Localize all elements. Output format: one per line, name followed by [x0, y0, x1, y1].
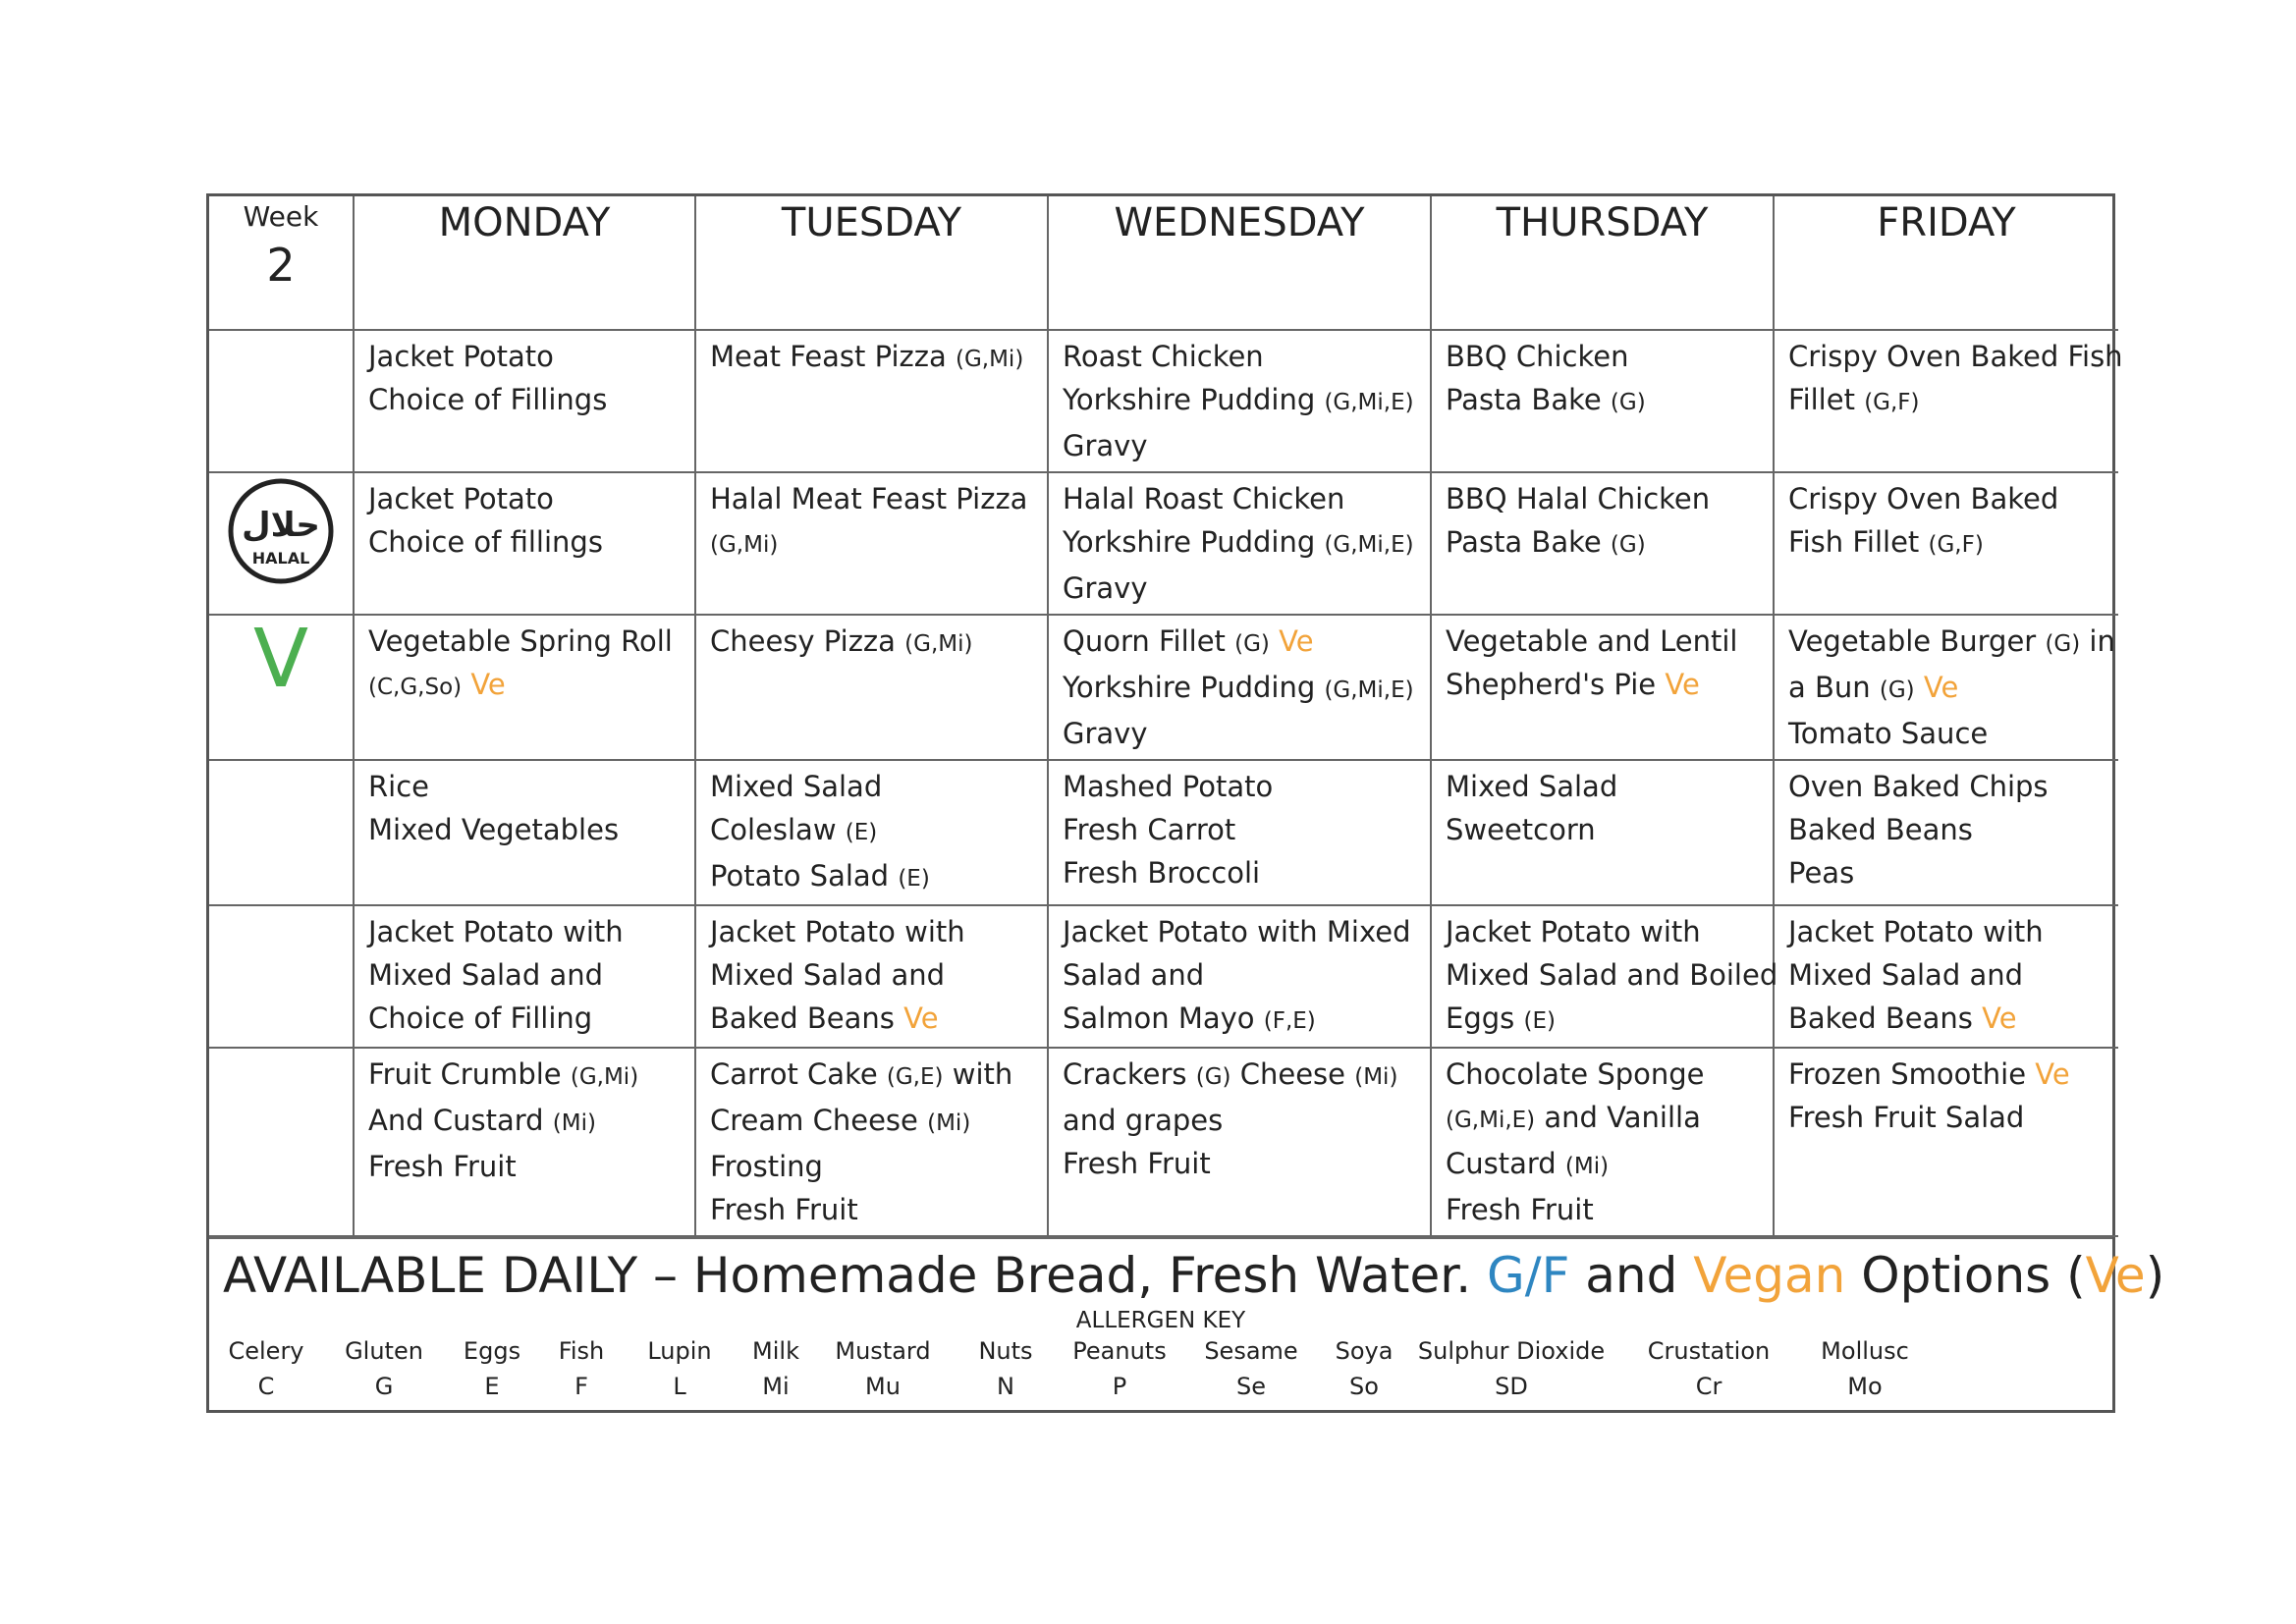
menu-cell-monday	[354, 330, 695, 472]
menu-cell-monday	[354, 760, 695, 905]
vegan-tag: Ve	[2035, 1057, 2070, 1091]
allergen-name: Mustard	[835, 1337, 931, 1365]
menu-cell-wednesday	[1048, 330, 1431, 472]
dish-line: and grapes	[1063, 1104, 1224, 1137]
menu-row	[209, 615, 2118, 760]
allergen-codes: (G,Mi)	[710, 532, 779, 558]
allergen-codes: (G)	[1610, 532, 1646, 558]
dish-line: Fresh Fruit	[1063, 1147, 1211, 1180]
allergen-codes: (G,Mi,E)	[1324, 677, 1414, 703]
allergen-name: Gluten	[345, 1337, 423, 1365]
dish-line: Tomato Sauce	[1788, 717, 1989, 750]
dish-line: Vegetable and Lentil	[1446, 624, 1738, 658]
menu-cell-thursday	[1431, 615, 1774, 760]
allergen-key-title: ALLERGEN KEY	[1075, 1308, 1246, 1333]
allergen-name: Peanuts	[1072, 1337, 1167, 1365]
allergen-code: So	[1349, 1373, 1379, 1400]
allergen-name: Eggs	[463, 1337, 521, 1365]
menu-body	[209, 330, 2123, 1236]
dish-line	[710, 520, 1033, 567]
allergen-name: Fish	[558, 1337, 605, 1365]
dish-line: Jacket Potato	[368, 482, 554, 515]
allergen-key-item	[647, 1333, 711, 1404]
day-thursday: THURSDAY	[1431, 196, 1774, 330]
dish-line: Crispy Oven Baked Fish	[1788, 340, 2123, 373]
dish-line: Halal Meat Feast Pizza	[710, 482, 1028, 515]
dish-line: BBQ Chicken	[1446, 340, 1629, 373]
dish-line: Fillet (G,F)	[1788, 383, 1920, 416]
available-daily	[223, 1245, 2165, 1306]
allergen-code: F	[574, 1373, 588, 1400]
svg-text:حلال: حلال	[242, 506, 320, 545]
menu-cell-wednesday	[1048, 905, 1431, 1048]
dish-line: Cream Cheese (Mi)	[710, 1104, 971, 1137]
dish-line: Roast Chicken	[1063, 340, 1264, 373]
allergen-code: Mi	[762, 1373, 790, 1400]
allergen-codes: (G)	[1234, 631, 1270, 657]
allergen-name: Celery	[228, 1337, 304, 1365]
dish-line: Jacket Potato with Mixed	[1063, 915, 1411, 948]
vegan-tag: Ve	[1279, 624, 1314, 658]
dish-line: Oven Baked Chips	[1788, 770, 2049, 803]
dish-line: Fresh Fruit	[1446, 1193, 1594, 1226]
dish-line: And Custard (Mi)	[368, 1104, 596, 1137]
allergen-codes: (G,F)	[1928, 532, 1984, 558]
dish-line: Jacket Potato with	[1446, 915, 1701, 948]
menu-table	[209, 196, 2123, 1237]
dish-line: Choice of Filling	[368, 1001, 593, 1035]
day-friday: FRIDAY	[1774, 196, 2118, 330]
day-monday: MONDAY	[354, 196, 695, 330]
menu-cell-friday	[1774, 330, 2123, 472]
dish-line: Frozen Smoothie Ve	[1788, 1057, 2070, 1091]
row-marker	[209, 1048, 354, 1236]
allergen-name: Crustation	[1647, 1337, 1771, 1365]
allergen-code: L	[673, 1373, 686, 1400]
dish-line: a Bun (G) Ve	[1788, 671, 1959, 704]
allergen-name: Mollusc	[1821, 1337, 1909, 1365]
allergen-codes: (Mi)	[1564, 1154, 1610, 1179]
row-marker	[209, 760, 354, 905]
day-header-row	[209, 196, 2118, 330]
allergen-codes: (E)	[898, 866, 930, 892]
dish-line: Mixed Salad and Boiled	[1446, 958, 1778, 992]
dish-line: Mixed Salad and	[368, 958, 604, 992]
allergen-codes: (G,F)	[1864, 390, 1920, 415]
daily-options: Options (	[1845, 1247, 2086, 1304]
dish-line: (G,Mi,E) and Vanilla	[1446, 1101, 1701, 1134]
week-indicator	[209, 196, 354, 330]
dish-line: Jacket Potato	[368, 340, 554, 373]
menu-cell-monday	[354, 905, 695, 1048]
menu-cell-tuesday	[695, 760, 1048, 905]
menu-cell-wednesday	[1048, 1048, 1431, 1236]
menu-cell-wednesday	[1048, 472, 1431, 615]
allergen-key-item	[1821, 1333, 1909, 1404]
dish-line: Frosting	[710, 1150, 823, 1183]
allergen-codes: (C,G,So)	[368, 675, 463, 700]
allergen-code: N	[997, 1373, 1014, 1400]
allergen-key-item	[1418, 1333, 1605, 1404]
allergen-codes: (E)	[845, 820, 878, 845]
menu-cell-friday	[1774, 472, 2118, 615]
dish-line: Jacket Potato with	[1788, 915, 2044, 948]
allergen-codes: (Mi)	[1354, 1064, 1398, 1090]
menu-cell-monday	[354, 1048, 695, 1236]
allergen-code: C	[257, 1373, 275, 1400]
allergen-name: Sesame	[1204, 1337, 1298, 1365]
dish-line: Mixed Salad and	[1788, 958, 2024, 992]
dish-line: Yorkshire Pudding (G,Mi,E)	[1063, 383, 1414, 416]
allergen-codes: (G)	[1195, 1064, 1231, 1090]
menu-cell-tuesday	[695, 905, 1048, 1048]
menu-cell-thursday	[1431, 472, 1774, 615]
dish-line: Salmon Mayo (F,E)	[1063, 1001, 1316, 1035]
allergen-codes: (G,Mi,E)	[1324, 390, 1414, 415]
menu-row	[209, 760, 2118, 905]
allergen-key-item	[345, 1333, 423, 1404]
allergen-key-item	[228, 1333, 303, 1404]
menu-cell-thursday	[1431, 1048, 1774, 1236]
allergen-key-item	[464, 1333, 520, 1404]
dish-line: Fresh Fruit	[710, 1193, 858, 1226]
menu-cell-monday	[354, 472, 695, 615]
allergen-code: SD	[1495, 1373, 1528, 1400]
daily-and: and	[1569, 1247, 1694, 1304]
vegan-tag: Ve	[1982, 1001, 2017, 1035]
allergen-key-item	[752, 1333, 799, 1404]
allergen-codes: (G,E)	[886, 1064, 944, 1090]
allergen-code: Mu	[865, 1373, 901, 1400]
gluten-free-label: G/F	[1487, 1247, 1570, 1304]
dish-line: Crackers (G) Cheese (Mi)	[1063, 1057, 1398, 1091]
week-label: Week	[243, 200, 319, 233]
menu-row	[209, 472, 2118, 615]
row-marker	[209, 472, 354, 615]
dish-line: Mixed Salad	[1446, 770, 1618, 803]
dish-line: Chocolate Sponge	[1446, 1057, 1705, 1091]
menu-row	[209, 330, 2118, 472]
dish-line: Fruit Crumble (G,Mi)	[368, 1057, 639, 1091]
allergen-name: Milk	[752, 1337, 799, 1365]
menu-cell-tuesday	[695, 472, 1048, 615]
allergen-code: P	[1112, 1373, 1127, 1400]
dish-line: Vegetable Spring Roll	[368, 624, 673, 658]
allergen-key-item	[1072, 1333, 1166, 1404]
vegan-tag: Ve	[1923, 671, 1959, 704]
menu-cell-thursday	[1431, 905, 1778, 1048]
allergen-key-item	[1336, 1333, 1394, 1404]
allergen-codes: (Mi)	[552, 1110, 596, 1136]
dish-line: Peas	[1788, 856, 1855, 890]
daily-close: )	[2145, 1247, 2165, 1304]
allergen-codes: (G)	[2045, 631, 2081, 657]
dish-line: Fish Fillet (G,F)	[1788, 525, 1984, 559]
dish-line: Baked Beans Ve	[710, 1001, 939, 1035]
dish-line: Rice	[368, 770, 429, 803]
allergen-codes: (F,E)	[1263, 1008, 1316, 1034]
menu-cell-wednesday	[1048, 760, 1431, 905]
dish-line: Sweetcorn	[1446, 813, 1596, 846]
allergen-codes: (Mi)	[927, 1110, 971, 1136]
dish-line: Gravy	[1063, 429, 1148, 462]
day-tuesday: TUESDAY	[695, 196, 1048, 330]
menu-cell-thursday	[1431, 330, 1774, 472]
vegetarian-mark: V	[252, 613, 309, 706]
menu-row	[209, 905, 2118, 1048]
dish-line: Jacket Potato with	[710, 915, 965, 948]
daily-prefix: AVAILABLE DAILY – Homemade Bread, Fresh Water.	[223, 1247, 1487, 1304]
dish-line: Yorkshire Pudding (G,Mi,E)	[1063, 671, 1414, 704]
row-marker	[209, 615, 354, 760]
allergen-codes: (G)	[1610, 390, 1646, 415]
vegan-tag: Ve	[903, 1001, 939, 1035]
menu-cell-monday	[354, 615, 695, 760]
dish-line: Salad and	[1063, 958, 1205, 992]
dish-line: Mixed Vegetables	[368, 813, 620, 846]
allergen-codes: (G,Mi,E)	[1324, 532, 1414, 558]
menu-cell-friday	[1774, 760, 2118, 905]
allergen-codes: (G,Mi)	[570, 1064, 639, 1090]
dish-line: Gravy	[1063, 571, 1148, 605]
allergen-name: Nuts	[978, 1337, 1033, 1365]
dish-line: Crispy Oven Baked	[1788, 482, 2059, 515]
dish-line: Eggs (E)	[1446, 1001, 1556, 1035]
dish-line: Mixed Salad	[710, 770, 883, 803]
weekly-menu	[206, 193, 2165, 1413]
dish-line: Pasta Bake (G)	[1446, 383, 1646, 416]
dish-line: Choice of Fillings	[368, 383, 608, 416]
dish-line: BBQ Halal Chicken	[1446, 482, 1711, 515]
dish-line: Fresh Fruit Salad	[1788, 1101, 2025, 1134]
menu-row	[209, 1048, 2118, 1236]
row-marker	[209, 905, 354, 1048]
allergen-name: Lupin	[647, 1337, 712, 1365]
dish-line	[368, 663, 681, 709]
row-marker	[209, 330, 354, 472]
allergen-codes: (G,Mi)	[904, 631, 973, 657]
menu-cell-friday	[1774, 1048, 2118, 1236]
allergen-name: Soya	[1335, 1337, 1394, 1365]
allergen-key-item	[835, 1333, 930, 1404]
allergen-key	[223, 1333, 2099, 1406]
menu-cell-thursday	[1431, 760, 1774, 905]
dish-line: Pasta Bake (G)	[1446, 525, 1646, 559]
dish-line: Shepherd's Pie Ve	[1446, 668, 1700, 701]
menu-footer	[209, 1237, 2165, 1410]
vegan-code: Ve	[2085, 1247, 2146, 1304]
svg-text:HALAL: HALAL	[251, 549, 310, 568]
dish-line: Fresh Carrot	[1063, 813, 1236, 846]
dish-line: Potato Salad (E)	[710, 859, 930, 893]
vegan-tag: Ve	[1665, 668, 1700, 701]
dish-line: Custard (Mi)	[1446, 1147, 1610, 1180]
dish-line: Carrot Cake (G,E) with	[710, 1057, 1013, 1091]
dish-line: Baked Beans Ve	[1788, 1001, 2017, 1035]
dish-line: Meat Feast Pizza (G,Mi)	[710, 340, 1024, 373]
allergen-codes: (G)	[1879, 677, 1915, 703]
week-number: 2	[266, 239, 296, 292]
menu-cell-friday	[1774, 905, 2118, 1048]
dish-line: Fresh Broccoli	[1063, 856, 1261, 890]
allergen-code: G	[374, 1373, 394, 1400]
dish-line: Coleslaw (E)	[710, 813, 878, 846]
menu-cell-tuesday	[695, 615, 1048, 760]
vegan-tag: Ve	[470, 668, 506, 701]
allergen-code: Se	[1235, 1373, 1266, 1400]
allergen-code: Mo	[1847, 1373, 1883, 1400]
dish-line: Fresh Fruit	[368, 1150, 517, 1183]
dish-line: Halal Roast Chicken	[1063, 482, 1345, 515]
halal-logo-icon	[227, 477, 335, 585]
menu-cell-tuesday	[695, 330, 1048, 472]
allergen-name: Sulphur Dioxide	[1417, 1337, 1606, 1365]
dish-line: Vegetable Burger (G) in	[1788, 624, 2115, 658]
allergen-codes: (G,Mi)	[955, 347, 1024, 372]
dish-line: Cheesy Pizza (G,Mi)	[710, 624, 973, 658]
allergen-key-item	[1204, 1333, 1297, 1404]
day-wednesday: WEDNESDAY	[1048, 196, 1431, 330]
allergen-key-item	[978, 1333, 1032, 1404]
dish-line: Mixed Salad and	[710, 958, 946, 992]
dish-line: Quorn Fillet (G) Ve	[1063, 624, 1314, 658]
allergen-codes: (E)	[1523, 1008, 1556, 1034]
dish-line: Baked Beans	[1788, 813, 1973, 846]
menu-cell-tuesday	[695, 1048, 1048, 1236]
dish-line: Gravy	[1063, 717, 1148, 750]
menu-cell-wednesday	[1048, 615, 1431, 760]
allergen-code: E	[484, 1373, 500, 1400]
dish-line: Jacket Potato with	[368, 915, 624, 948]
dish-line: Choice of fillings	[368, 525, 603, 559]
allergen-key-item	[559, 1333, 604, 1404]
allergen-key-item	[1648, 1333, 1770, 1404]
allergen-codes: (G,Mi,E)	[1446, 1108, 1536, 1133]
vegan-label: Vegan	[1693, 1247, 1846, 1304]
menu-cell-friday	[1774, 615, 2118, 760]
allergen-code: Cr	[1695, 1373, 1722, 1400]
dish-line: Yorkshire Pudding (G,Mi,E)	[1063, 525, 1414, 559]
dish-line: Mashed Potato	[1063, 770, 1274, 803]
